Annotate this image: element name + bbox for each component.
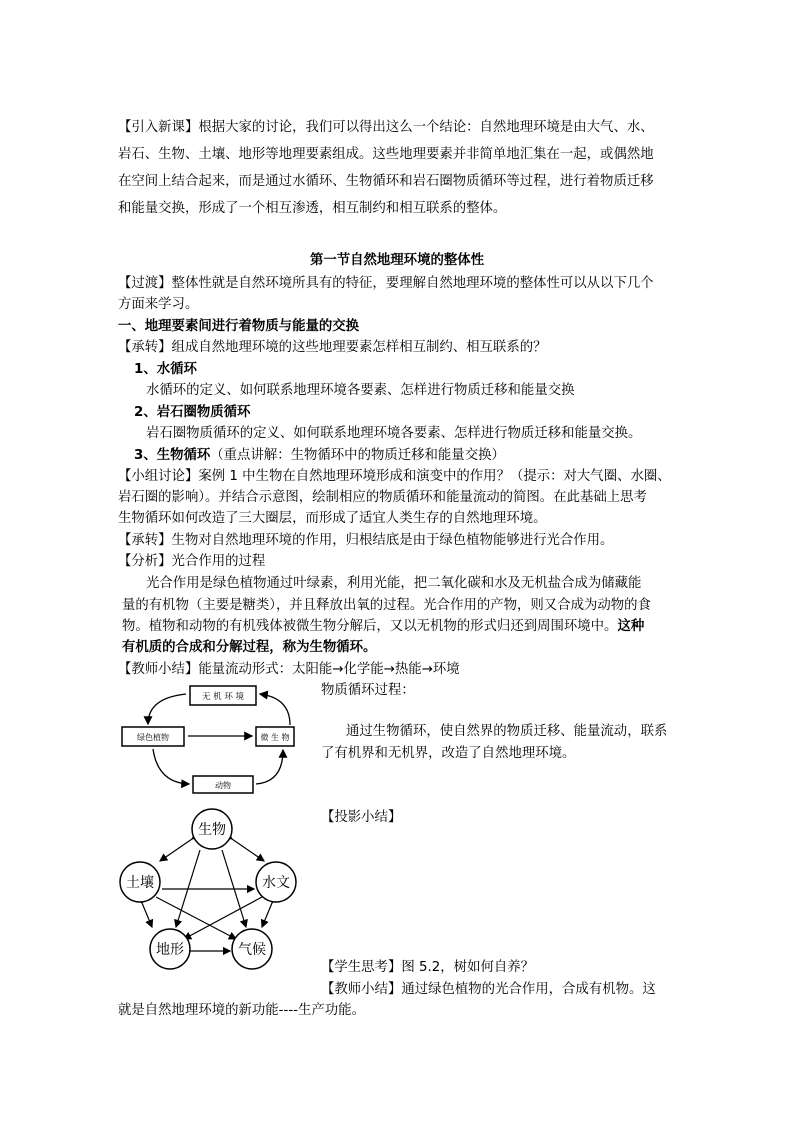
teacher-summary-2-line-2: 就是自然地理环境的新功能----生产功能。 (118, 1003, 365, 1018)
microbes-label: 微 生 物 (260, 733, 290, 742)
arrow-inorganic-to-plants (148, 694, 186, 724)
heading-1: 一、地理要素间进行着物质与能量的交换 (118, 319, 360, 334)
arrow-microbes-to-inorganic (260, 694, 290, 725)
link-biology-soil (160, 839, 192, 861)
transition-line-1: 【过渡】整体性就是自然环境所具有的特征，要理解自然地理环境的整体性可以从以下几个 (118, 276, 654, 291)
analysis-line-4: 有机质的合成和分解过程，称为生物循环。 (122, 640, 377, 655)
item-3-note: （重点讲解：生物循环中的物质迁移和能量交换） (210, 448, 505, 463)
item-1-title: 1、水循环 (134, 362, 197, 377)
intro-line-3: 在空间上结合起来，而是通过水循环、生物循环和岩石圈物质循环等过程，进行着物质迁移 (118, 174, 654, 189)
analysis-line-2: 量的有机物（主要是糖类），并且释放出氧的过程。光合作用的产物，则又合成为动物的食 (122, 598, 651, 613)
item-2-body: 岩石圈物质循环的定义、如何联系地理环境各要素、怎样进行物质迁移和能量交换。 (146, 426, 642, 441)
analysis-line-3a: 物。植物和动物的有机残体被微生物分解后，又以无机物的形式归还到周围环境中。 (122, 619, 618, 634)
transition-line-2: 方面来学习。 (118, 297, 199, 312)
plants-label: 绿色植物 (137, 733, 169, 742)
label-landform: 地形 (156, 942, 184, 958)
inorganic-label: 无 机 环 境 (201, 692, 245, 702)
label-biology: 生物 (198, 822, 226, 838)
geo-elements-diagram (118, 805, 308, 980)
transition-3: 【承转】生物对自然地理环境的作用，归根结底是由于绿色植物能够进行光合作用。 (118, 533, 614, 548)
projection-summary: 【投影小结】 (321, 810, 402, 825)
teacher-summary-2-line-1: 【教师小结】通过绿色植物的光合作用，合成有机物。这 (321, 982, 656, 997)
arrow-plants-to-animals (153, 749, 189, 784)
analysis-line-1: 光合作用是绿色植物通过叶绿素，利用光能，把二氧化碳和水及无机盐合成为储藏能 (146, 576, 642, 591)
right-para-line-1: 通过生物循环，使自然界的物质迁移、能量流动，联系 (346, 724, 668, 739)
teacher-summary-1: 【教师小结】能量流动形式：太阳能→化学能→热能→环境 (118, 662, 460, 677)
section-title: 第一节自然地理环境的整体性 (309, 253, 485, 268)
item-3-line (134, 446, 505, 466)
material-cycle-diagram (118, 680, 318, 795)
animals-label: 动物 (215, 781, 231, 790)
transition-2: 【承转】组成自然地理环境的这些地理要素怎样相互制约、相互联系的？ (118, 340, 547, 355)
link-hydrology-climate (262, 903, 272, 927)
label-climate: 气候 (238, 942, 266, 958)
discussion-line-2: 岩石圈的影响）。并结合示意图，绘制相应的物质循环和能量流动的简图。在此基础上思考 (118, 490, 647, 505)
item-3-title: 3、生物循环 (134, 448, 211, 463)
analysis-line-3 (122, 617, 644, 637)
label-soil: 土壤 (126, 875, 154, 891)
student-think: 【学生思考】图 5.2，树如何自养？ (321, 960, 535, 975)
right-para-line-2: 了有机界和无机界，改造了自然地理环境。 (321, 746, 576, 761)
intro-line-4: 和能量交换，形成了一个相互渗透，相互制约和相互联系的整体。 (118, 201, 507, 216)
link-biology-hydrology (232, 839, 264, 861)
item-1-body: 水循环的定义、如何联系地理环境各要素、怎样进行物质迁移和能量交换 (146, 383, 575, 398)
label-hydrology: 水文 (262, 875, 290, 891)
analysis-line-3b: 这种 (617, 619, 645, 634)
discussion-line-1: 【小组讨论】案例 1 中生物在自然地理环境形成和演变中的作用？（提示：对大气圈、水圈、 (118, 469, 671, 484)
discussion-line-3: 生物循环如何改造了三大圈层，而形成了适宜人类生存的自然地理环境。 (118, 511, 547, 526)
analysis-title: 【分析】光合作用的过程 (118, 554, 266, 569)
item-2-title: 2、岩石圈物质循环 (134, 405, 251, 420)
intro-line-1: 【引入新课】根据大家的讨论，我们可以得出这么一个结论：自然地理环境是由大气、水、 (118, 120, 654, 135)
intro-line-2: 岩石、生物、土壤、地形等地理要素组成。这些地理要素并非简单地汇集在一起，或偶然地 (118, 147, 654, 162)
material-cycle-label: 物质循环过程： (321, 683, 415, 698)
arrow-animals-to-microbes (256, 750, 283, 784)
link-soil-landform (142, 903, 152, 927)
